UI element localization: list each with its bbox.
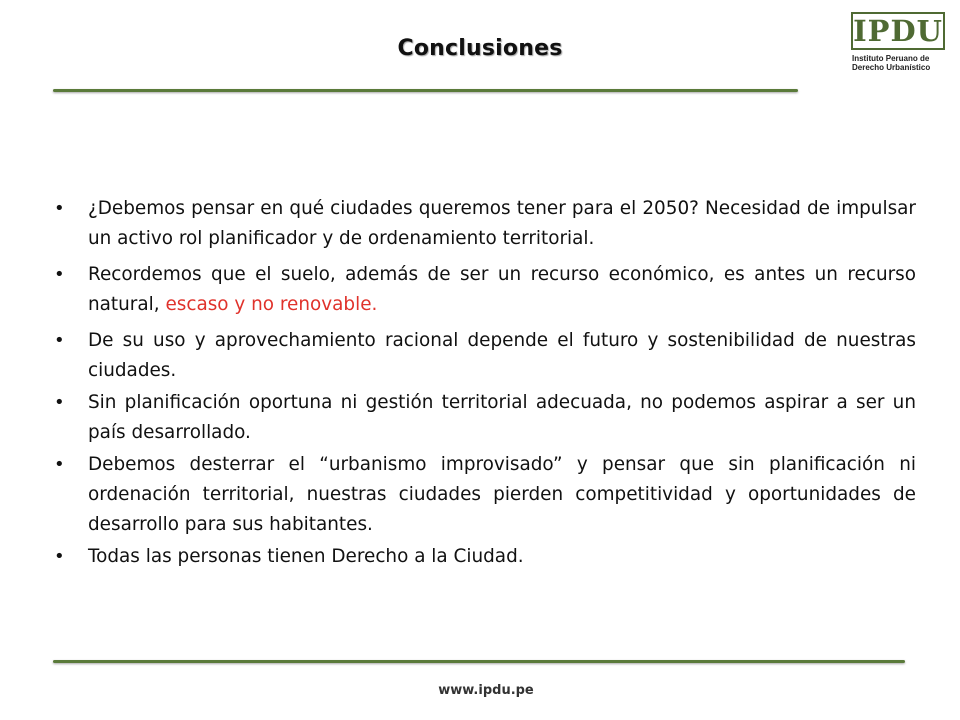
- list-item-text: Debemos desterrar el “urbanismo improvisado” y pensar que sin planificación ni ordenación territorial, nuestras ciudades pierden competitividad y oportunidades de desarrollo para sus habitantes.: [88, 454, 916, 535]
- bullet-icon: •: [54, 392, 65, 413]
- highlight-text: escaso y no renovable.: [165, 294, 378, 315]
- bullet-icon: •: [54, 264, 65, 285]
- list-item: [54, 542, 916, 572]
- bullet-icon: •: [54, 546, 65, 567]
- list-item: [54, 194, 916, 254]
- title-divider: [53, 89, 798, 92]
- list-item-text: De su uso y aprovechamiento racional depende el futuro y sostenibilidad de nuestras ciudades.: [88, 330, 916, 381]
- logo-caption-line1: Instituto Peruano de: [852, 54, 930, 63]
- list-item-text: ¿Debemos pensar en qué ciudades queremos tener para el 2050? Necesidad de impulsar un activo rol planificador y de ordenamiento territorial.: [88, 198, 916, 249]
- list-item: [54, 388, 916, 448]
- logo-caption-line2: Derecho Urbanístico: [852, 63, 931, 72]
- list-item: [54, 450, 916, 540]
- logo-caption: [852, 54, 952, 72]
- bullet-icon: •: [54, 454, 65, 475]
- footer-divider: [53, 660, 905, 663]
- list-item-text: Todas las personas tienen Derecho a la Ciudad.: [88, 546, 524, 567]
- footer-link[interactable]: www.ipdu.pe: [438, 683, 534, 698]
- slide-title: Conclusiones: [397, 36, 563, 61]
- bullet-icon: •: [54, 330, 65, 351]
- conclusions-list: [54, 194, 916, 574]
- logo-mark: IPDU: [851, 12, 945, 50]
- list-item: [54, 326, 916, 386]
- ipdu-logo: [848, 12, 952, 86]
- bullet-icon: •: [54, 198, 65, 219]
- list-item-text: Sin planificación oportuna ni gestión territorial adecuada, no podemos aspirar a ser un país desarrollado.: [88, 392, 916, 443]
- list-item: [54, 260, 916, 320]
- list-item-text: Recordemos que el suelo, además de ser un recurso económico, es antes un recurso natural,: [88, 264, 916, 315]
